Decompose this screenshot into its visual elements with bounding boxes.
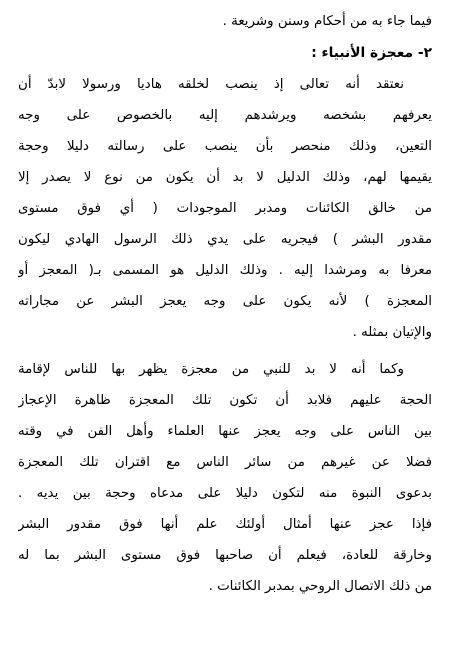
paragraph-line: الحجة عليهم فلابد أن تكون تلك المعجزة ظاهرة الإعجاز [18, 393, 432, 408]
paragraph-line: يقيمها لهم، وذلك الدليل لا بد أن يكون من نوع لا يصدر إلا [18, 170, 432, 185]
paragraph-line: وخارقة للعادة، فيعلم أن صاحبها فوق مستوى البشر بما له [18, 548, 432, 563]
paragraph-line: من خالق الكائنات ومدبر الموجودات ( أي فوق مستوى [18, 201, 432, 216]
paragraph-line: وكما أنه لا بد للنبي من معجزة يظهر بها للناس لإقامة [18, 362, 404, 377]
paragraph-line: مقدور البشر ) فيجريه على يدي ذلك الرسول الهادي ليكون [18, 232, 432, 247]
paragraph-line: معرفا به ومرشدا إليه . وذلك الدليل هو المسمى بـ( المعجز أو [18, 263, 432, 278]
paragraph-line: فإذا عجز عنها أمثال أولئك علم أنها فوق مقدور البشر [18, 517, 432, 532]
paragraph-line: والإتيان بمثله . [352, 325, 432, 340]
paragraph-line: بين الناس على وجه يعجز عنها العلماء وأهل الفن في وقته [18, 424, 432, 439]
paragraph-line: فضلا عن غيرهم من سائر الناس مع اقتران تلك المعجزة [18, 455, 432, 470]
paragraph-1 [18, 69, 432, 348]
paragraph-line: يعرفهم بشخصه ويرشدهم إليه بالخصوص على وجه [18, 108, 432, 123]
paragraph-2 [18, 354, 432, 602]
paragraph-line: من ذلك الاتصال الروحي بمدبر الكائنات . [208, 579, 432, 594]
paragraph-line: التعين، وذلك منحصر بأن ينصب على رسالته دليلا وحجة [18, 139, 432, 154]
intro-line: فيما جاء به من أحكام وسنن وشريعة . [222, 14, 432, 29]
paragraph-line: نعتقد أنه تعالى إذ ينصب لخلقه هاديا ورسولا لابدّ أن [18, 77, 404, 92]
document-page [18, 6, 432, 602]
section-heading: ٢- معجزة الأنبياء : [311, 45, 432, 61]
paragraph-line: بدعوى النبوة منه لتكون دليلا على مدعاه وحجة بين يديه . [18, 486, 432, 501]
paragraph-line: المعجزة ) لأنه يكون على وجه يعجز البشر عن مجاراته [18, 294, 432, 309]
